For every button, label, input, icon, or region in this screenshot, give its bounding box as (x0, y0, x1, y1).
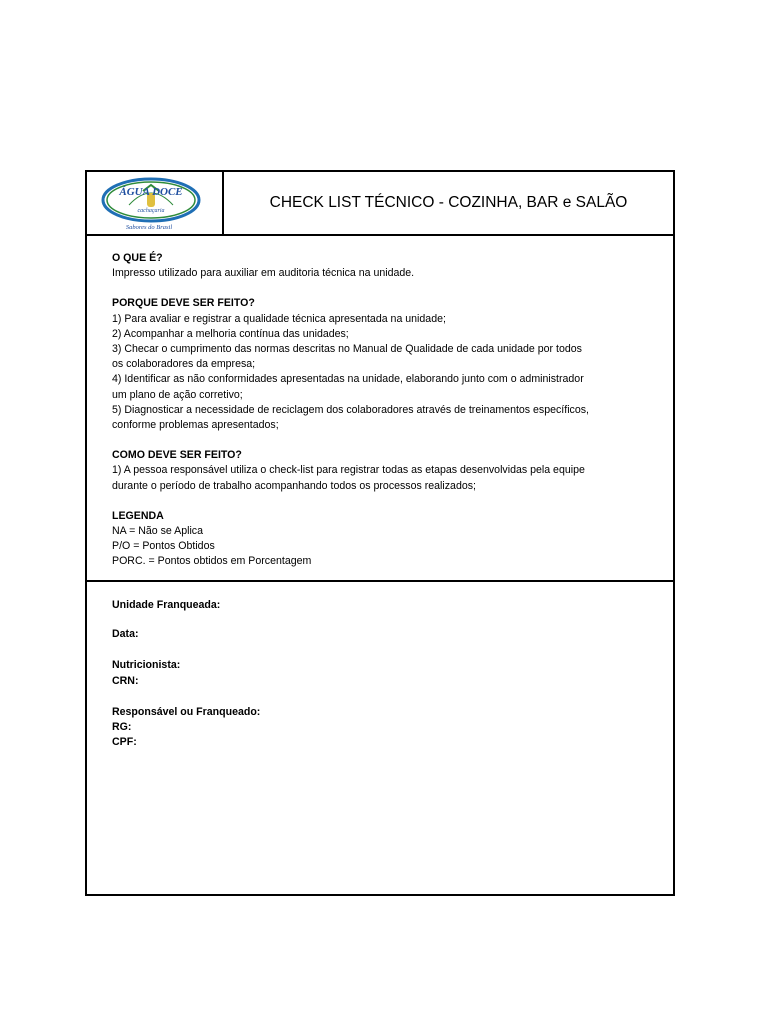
info-section (87, 236, 673, 582)
why-line: 4) Identificar as não conformidades apresentadas na unidade, elaborando junto com o administrador (112, 373, 584, 386)
why-line: 1) Para avaliar e registrar a qualidade técnica apresentada na unidade; (112, 312, 446, 325)
what-text: Impresso utilizado para auxiliar em auditoria técnica na unidade. (112, 267, 415, 280)
crn-field-label: CRN: (112, 674, 139, 687)
why-line: os colaboradores da empresa; (112, 358, 256, 371)
why-line: 5) Diagnosticar a necessidade de reciclagem dos colaboradores através de treinamentos específicos, (112, 403, 589, 416)
how-line: 1) A pessoa responsável utiliza o check-list para registrar todas as etapas desenvolvidas pela equipe (112, 464, 585, 477)
cpf-field-label: CPF: (112, 736, 137, 749)
unit-field-label: Unidade Franqueada: (112, 599, 221, 611)
logo-tagline-text: Sabores do Brasil (125, 224, 173, 231)
header-row (87, 172, 673, 236)
title-cell (224, 172, 673, 234)
checklist-document (85, 170, 675, 896)
why-heading: PORQUE DEVE SER FEITO? (112, 297, 255, 310)
how-line: durante o período de trabalho acompanhando todos os processos realizados; (112, 479, 476, 492)
date-field-label: Data: (112, 628, 139, 641)
logo-brand-text: ÁGUA DOCE (119, 186, 183, 198)
rg-field-label: RG: (112, 721, 132, 734)
legend-line: NA = Não se Aplica (112, 525, 203, 538)
how-heading: COMO DEVE SER FEITO? (112, 449, 242, 462)
logo-cell (87, 172, 224, 234)
nutritionist-field-label: Nutricionista: (112, 659, 181, 672)
why-line: conforme problemas apresentados; (112, 419, 279, 432)
responsible-field-label: Responsável ou Franqueado: (112, 705, 261, 718)
logo-subbrand-text: cachaçaria (137, 208, 165, 214)
why-line: um plano de ação corretivo; (112, 388, 243, 401)
legend-line: P/O = Pontos Obtidos (112, 540, 215, 553)
legend-line: PORC. = Pontos obtidos em Porcentagem (112, 555, 312, 568)
brand-logo (99, 175, 211, 233)
legend-heading: LEGENDA (112, 509, 164, 522)
what-heading: O QUE É? (112, 252, 163, 264)
why-line: 2) Acompanhar a melhoria contínua das unidades; (112, 327, 349, 340)
form-section (87, 582, 673, 894)
document-title: CHECK LIST TÉCNICO - COZINHA, BAR e SALÃO (269, 194, 628, 211)
why-line: 3) Checar o cumprimento das normas descritas no Manual de Qualidade de cada unidade por todos (112, 343, 582, 356)
